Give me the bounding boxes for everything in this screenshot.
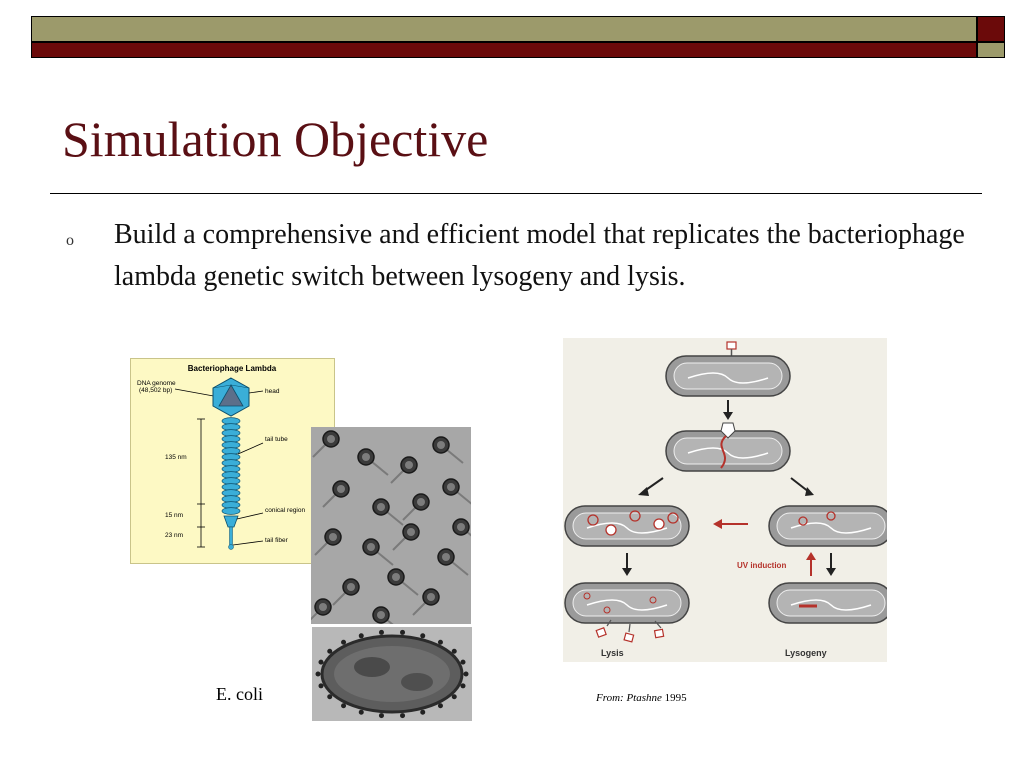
phage-head-icon (213, 378, 249, 416)
dna-genome-label: DNA genome (137, 380, 176, 387)
header-bar-olive (31, 16, 977, 42)
dna-size-label: (48,502 bp) (139, 387, 173, 394)
lambda-diagram-title: Bacteriophage Lambda (187, 364, 277, 373)
header-bar-maroon (31, 42, 977, 58)
lysis-label: Lysis (601, 648, 624, 658)
ecoli-micrograph (312, 627, 472, 721)
lambda-structure-diagram (130, 358, 335, 564)
head-label: head (265, 388, 280, 395)
source-caption (596, 692, 687, 704)
title-divider (50, 193, 982, 194)
header-square-maroon (977, 16, 1005, 42)
source-year: 1995 (661, 692, 687, 704)
phage-micrograph (311, 427, 471, 624)
phage-tail-tube-icon (222, 418, 240, 515)
header-square-olive (977, 42, 1005, 58)
dimension-15-label: 15 nm (165, 512, 184, 519)
uv-induction-label: UV induction (737, 561, 787, 570)
dimension-23-label: 23 nm (165, 532, 184, 539)
slide-title: Simulation Objective (62, 111, 489, 167)
tail-tube-label: tail tube (265, 436, 288, 443)
tail-fiber-label: tail fiber (265, 537, 288, 544)
ecoli-caption: E. coli (216, 684, 263, 704)
conical-region-label: conical region (265, 507, 306, 514)
bullet-marker: o (66, 232, 74, 249)
source-author: Ptashne (626, 692, 662, 704)
lysis-lysogeny-diagram (563, 338, 887, 662)
dimension-135-label: 135 nm (165, 454, 187, 461)
bullet-text: Build a comprehensive and efficient model that replicates the bacteriophage lambda genetic switch between lysogeny and lysis. (114, 219, 965, 292)
source-prefix: From: (596, 692, 627, 704)
lysogeny-label: Lysogeny (785, 648, 827, 658)
